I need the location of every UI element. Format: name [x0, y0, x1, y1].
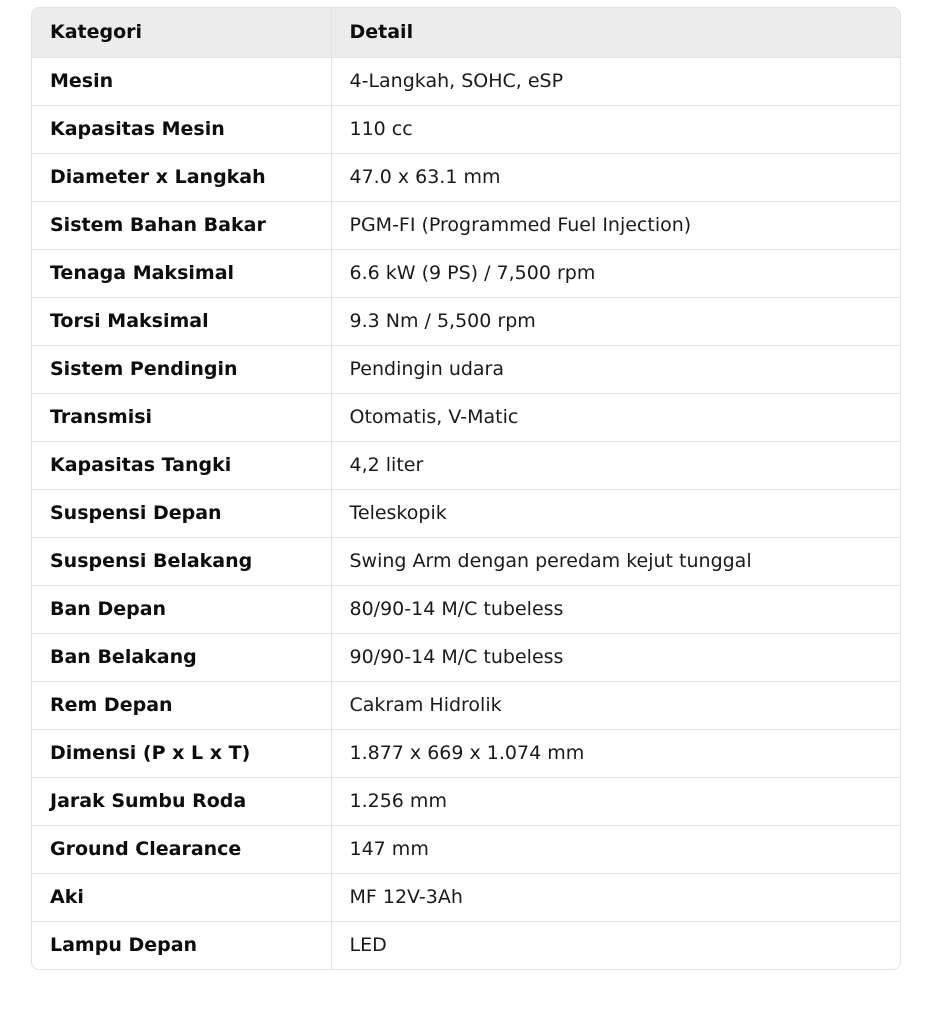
- row-detail-cell: 4-Langkah, SOHC, eSP: [349, 70, 564, 92]
- row-category-cell: Transmisi: [32, 393, 331, 441]
- row-detail-cell: LED: [331, 921, 900, 969]
- row-detail-cell: 80/90-14 M/C tubeless: [331, 585, 900, 633]
- row-category-cell: Dimensi (P x L x T): [32, 729, 331, 777]
- row-detail-cell: Teleskopik: [331, 489, 900, 537]
- table-row: [32, 57, 900, 105]
- table-header: [32, 8, 900, 57]
- row-category-cell: Ground Clearance: [32, 825, 331, 873]
- column-header-detail: Detail: [331, 8, 900, 57]
- row-detail-cell: 1.256 mm: [331, 777, 900, 825]
- row-detail-cell: 6.6 kW (9 PS) / 7,500 rpm: [331, 249, 900, 297]
- row-category-cell: Suspensi Depan: [32, 489, 331, 537]
- table-row: [32, 729, 900, 777]
- row-category-cell: Tenaga Maksimal: [32, 249, 331, 297]
- row-category-cell: Ban Depan: [32, 585, 331, 633]
- table-row: [32, 249, 900, 297]
- row-detail-cell: 1.877 x 669 x 1.074 mm: [331, 729, 900, 777]
- row-category-cell: Lampu Depan: [32, 921, 331, 969]
- row-category-cell: Kapasitas Tangki: [32, 441, 331, 489]
- row-category-cell: Diameter x Langkah: [32, 153, 331, 201]
- table-row: [32, 345, 900, 393]
- table-row: [32, 441, 900, 489]
- row-detail-cell: PGM-FI (Programmed Fuel Injection): [331, 201, 900, 249]
- table-row: [32, 393, 900, 441]
- row-detail-cell: 110 cc: [331, 105, 900, 153]
- row-category-cell: Sistem Bahan Bakar: [32, 201, 331, 249]
- table-row: [32, 681, 900, 729]
- row-detail-cell: Otomatis, V-Matic: [331, 393, 900, 441]
- table-row: [32, 633, 900, 681]
- row-category-cell: Jarak Sumbu Roda: [32, 777, 331, 825]
- table-row: [32, 489, 900, 537]
- table-row: [32, 105, 900, 153]
- row-detail-cell: 9.3 Nm / 5,500 rpm: [331, 297, 900, 345]
- row-category-cell: Kapasitas Mesin: [32, 105, 331, 153]
- row-detail-cell: Swing Arm dengan peredam kejut tunggal: [331, 537, 900, 585]
- table-row: [32, 873, 900, 921]
- spec-table: [32, 8, 900, 969]
- row-category-cell: Mesin: [32, 57, 331, 105]
- table-body: [32, 57, 900, 969]
- table-row: [32, 201, 900, 249]
- row-category-cell: Ban Belakang: [32, 633, 331, 681]
- header-row: [32, 8, 900, 57]
- column-header-kategori: Kategori: [32, 8, 331, 57]
- table-row: [32, 297, 900, 345]
- table-row: [32, 585, 900, 633]
- table-row: [32, 777, 900, 825]
- row-detail-cell: 147 mm: [331, 825, 900, 873]
- row-category-cell: Rem Depan: [32, 681, 331, 729]
- table-row: [32, 825, 900, 873]
- row-detail-cell: 90/90-14 M/C tubeless: [331, 633, 900, 681]
- row-detail-cell: Cakram Hidrolik: [331, 681, 900, 729]
- row-detail-cell: Pendingin udara: [331, 345, 900, 393]
- row-category-cell: Torsi Maksimal: [32, 297, 331, 345]
- spec-table-container: [31, 7, 901, 970]
- row-detail-cell: 47.0 x 63.1 mm: [331, 153, 900, 201]
- row-category-cell: Sistem Pendingin: [32, 345, 331, 393]
- row-category-cell: Suspensi Belakang: [32, 537, 331, 585]
- row-detail-cell: 4,2 liter: [331, 441, 900, 489]
- row-category-cell: Aki: [32, 873, 331, 921]
- row-detail-cell: MF 12V-3Ah: [331, 873, 900, 921]
- table-row: [32, 153, 900, 201]
- table-row: [32, 537, 900, 585]
- table-row: [32, 921, 900, 969]
